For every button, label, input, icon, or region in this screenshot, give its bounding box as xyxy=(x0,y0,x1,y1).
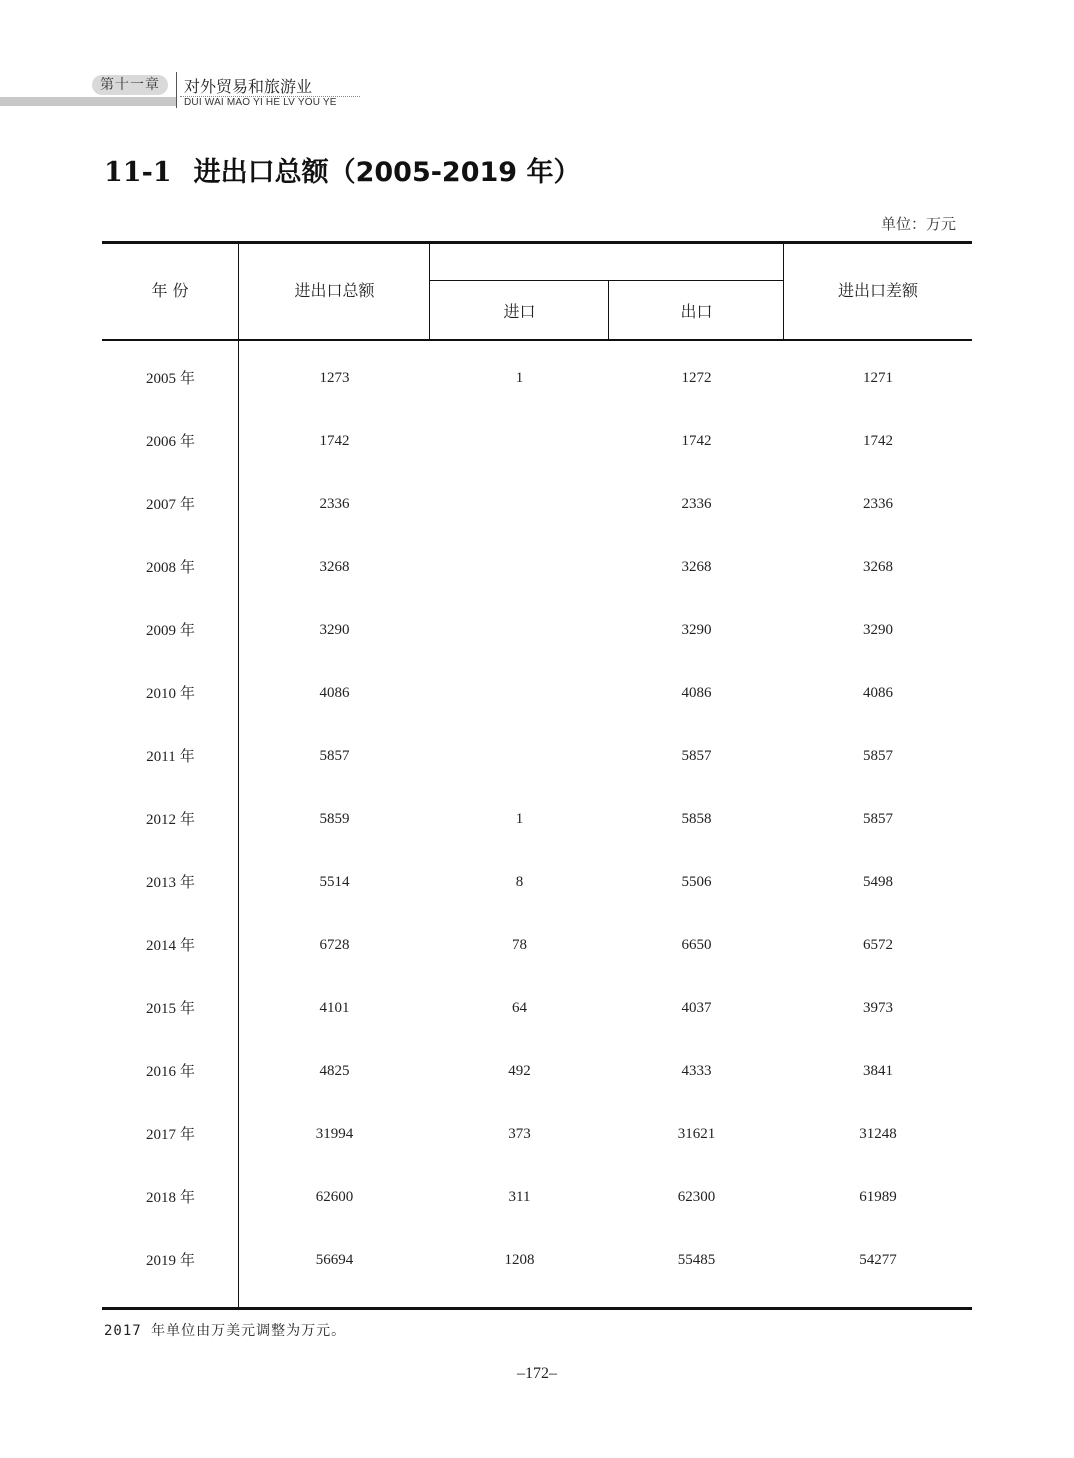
header-divider xyxy=(176,72,177,108)
cell-year xyxy=(102,536,239,599)
year-suffix: 年 xyxy=(179,747,195,765)
cell-total: 5859 xyxy=(319,811,350,827)
cell-total: 5514 xyxy=(319,874,350,890)
cell-imports xyxy=(430,662,609,725)
page-number: –172– xyxy=(517,1365,557,1382)
cell-balance: 3841 xyxy=(863,1063,893,1079)
cell-total: 4086 xyxy=(319,685,350,701)
cell-year xyxy=(102,1103,239,1166)
cell-balance: 3290 xyxy=(863,622,893,638)
cell-imports: 311 xyxy=(508,1189,531,1205)
table-row xyxy=(102,788,972,851)
cell-total: 56694 xyxy=(315,1252,354,1268)
cell-imports xyxy=(430,725,609,788)
cell-year xyxy=(102,1040,239,1103)
cell-exports: 1272 xyxy=(681,370,712,386)
cell-balance: 5857 xyxy=(863,748,893,764)
header-pinyin: DUI WAI MAO YI HE LV YOU YE xyxy=(184,97,337,108)
cell-exports: 4037 xyxy=(681,1000,712,1016)
cell-year xyxy=(102,410,239,473)
table-row xyxy=(102,1040,972,1103)
cell-balance: 4086 xyxy=(863,685,893,701)
header-title: 对外贸易和旅游业 xyxy=(184,77,313,96)
table-row xyxy=(102,851,972,914)
cell-exports: 3290 xyxy=(681,622,712,638)
cell-imports xyxy=(430,410,609,473)
cell-exports: 5857 xyxy=(681,748,712,764)
header-span-line xyxy=(430,280,784,281)
cell-imports: 1208 xyxy=(504,1252,535,1268)
header-total: 进出口总额 xyxy=(294,281,375,300)
chapter-badge: 第十一章 xyxy=(92,75,168,95)
year-value: 2018 xyxy=(145,1190,176,1206)
data-table xyxy=(102,241,972,1310)
cell-total: 4101 xyxy=(319,1000,350,1016)
year-suffix: 年 xyxy=(179,369,195,387)
cell-imports: 64 xyxy=(512,1000,527,1016)
cell-exports: 2336 xyxy=(681,496,712,512)
cell-exports: 55485 xyxy=(677,1252,716,1268)
cell-total: 1273 xyxy=(319,370,350,386)
cell-imports: 1 xyxy=(515,370,524,386)
year-value: 2009 xyxy=(145,623,176,639)
cell-balance: 1271 xyxy=(863,370,893,386)
table-number: 11-1 xyxy=(104,157,172,188)
cell-exports: 4333 xyxy=(681,1063,712,1079)
cell-balance: 3973 xyxy=(863,1000,893,1016)
year-value: 2005 xyxy=(145,371,176,387)
cell-total: 3268 xyxy=(319,559,350,575)
year-suffix: 年 xyxy=(179,873,195,891)
cell-year xyxy=(102,725,239,788)
cell-balance: 3268 xyxy=(863,559,893,575)
year-value: 2011 xyxy=(146,749,176,765)
cell-balance: 5857 xyxy=(863,811,893,827)
cell-exports: 3268 xyxy=(681,559,712,575)
header-imports: 进口 xyxy=(503,302,536,321)
table-row xyxy=(102,1229,972,1292)
cell-exports: 31621 xyxy=(677,1126,716,1142)
cell-balance: 54277 xyxy=(859,1252,897,1268)
cell-imports xyxy=(430,599,609,662)
year-suffix: 年 xyxy=(179,1125,195,1143)
cell-year xyxy=(102,788,239,851)
cell-balance: 61989 xyxy=(859,1189,897,1205)
header-balance: 进出口差额 xyxy=(837,281,918,300)
cell-year xyxy=(102,662,239,725)
cell-exports: 5858 xyxy=(681,811,712,827)
cell-imports: 1 xyxy=(515,811,524,827)
cell-total: 5857 xyxy=(319,748,350,764)
footnote: 2017 年单位由万美元调整为万元。 xyxy=(104,1323,347,1339)
table-header xyxy=(102,244,972,341)
year-suffix: 年 xyxy=(179,810,195,828)
year-value: 2010 xyxy=(145,686,176,702)
page-title xyxy=(104,150,580,189)
cell-balance: 6572 xyxy=(863,937,893,953)
cell-year xyxy=(102,1166,239,1229)
cell-imports: 373 xyxy=(508,1126,531,1142)
year-value: 2016 xyxy=(145,1064,176,1080)
cell-exports: 6650 xyxy=(681,937,712,953)
table-row xyxy=(102,725,972,788)
cell-exports: 4086 xyxy=(681,685,712,701)
year-value: 2015 xyxy=(145,1001,176,1017)
cell-total: 6728 xyxy=(319,937,350,953)
year-value: 2008 xyxy=(145,560,176,576)
year-suffix: 年 xyxy=(179,621,195,639)
cell-exports: 1742 xyxy=(681,433,712,449)
year-value: 2007 xyxy=(145,497,176,513)
cell-year xyxy=(102,977,239,1040)
cell-year xyxy=(102,473,239,536)
table-row xyxy=(102,473,972,536)
cell-year xyxy=(102,851,239,914)
unit-label: 单位：万元 xyxy=(880,215,956,233)
cell-imports xyxy=(430,473,609,536)
cell-balance: 5498 xyxy=(863,874,893,890)
cell-imports xyxy=(430,536,609,599)
table-title: 进出口总额（2005-2019 年） xyxy=(193,157,581,188)
cell-total: 31994 xyxy=(315,1126,354,1142)
cell-total: 1742 xyxy=(319,433,350,449)
cell-total: 62600 xyxy=(315,1189,354,1205)
cell-total: 4825 xyxy=(319,1063,350,1079)
year-suffix: 年 xyxy=(179,1251,195,1269)
header-exports: 出口 xyxy=(680,302,713,321)
cell-imports: 8 xyxy=(515,874,524,890)
cell-balance: 31248 xyxy=(859,1126,897,1142)
year-value: 2014 xyxy=(145,938,176,954)
cell-imports: 78 xyxy=(512,937,527,953)
table-row xyxy=(102,662,972,725)
year-value: 2013 xyxy=(145,875,176,891)
year-suffix: 年 xyxy=(179,684,195,702)
year-suffix: 年 xyxy=(179,1062,195,1080)
year-suffix: 年 xyxy=(179,495,195,513)
year-value: 2012 xyxy=(145,812,176,828)
year-value: 2019 xyxy=(145,1253,176,1269)
year-value: 2006 xyxy=(145,434,176,450)
cell-exports: 5506 xyxy=(681,874,712,890)
table-row xyxy=(102,536,972,599)
year-suffix: 年 xyxy=(179,558,195,576)
cell-imports: 492 xyxy=(508,1063,531,1079)
cell-year xyxy=(102,599,239,662)
cell-year xyxy=(102,914,239,977)
header-year: 年 份 xyxy=(151,281,189,300)
cell-balance: 1742 xyxy=(863,433,893,449)
table-row xyxy=(102,599,972,662)
table-row xyxy=(102,410,972,473)
year-suffix: 年 xyxy=(179,936,195,954)
year-suffix: 年 xyxy=(179,1188,195,1206)
cell-balance: 2336 xyxy=(863,496,893,512)
table-row xyxy=(102,1103,972,1166)
table-row xyxy=(102,1166,972,1229)
year-suffix: 年 xyxy=(179,999,195,1017)
cell-exports: 62300 xyxy=(677,1189,716,1205)
cell-total: 3290 xyxy=(319,622,350,638)
cell-year xyxy=(102,347,239,410)
year-suffix: 年 xyxy=(179,432,195,450)
year-value: 2017 xyxy=(145,1127,176,1143)
cell-total: 2336 xyxy=(319,496,350,512)
table-row xyxy=(102,977,972,1040)
table-row xyxy=(102,914,972,977)
cell-year xyxy=(102,1229,239,1292)
table-row xyxy=(102,347,972,410)
header-bar xyxy=(0,97,176,106)
